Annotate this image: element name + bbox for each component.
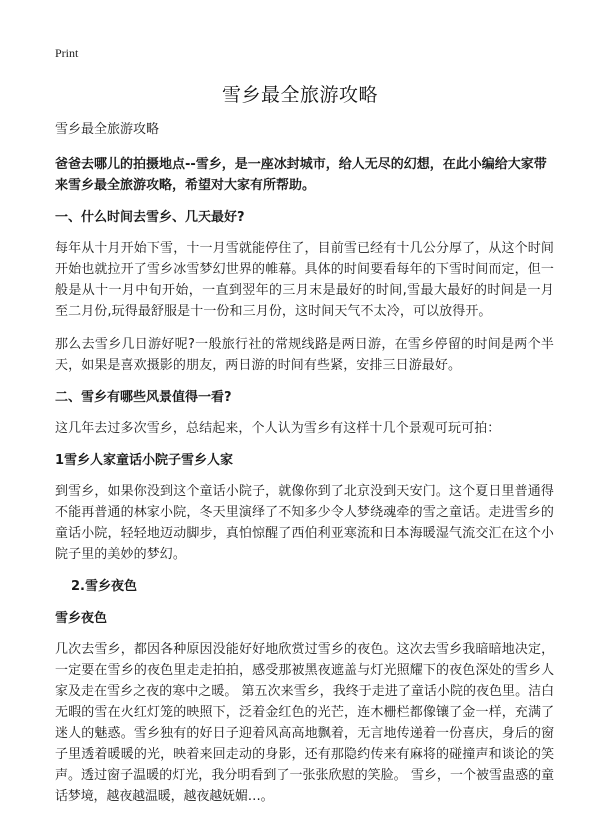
section-heading-scenery: 二、雪乡有哪些风景值得一看? — [55, 390, 232, 405]
spot-heading-night: 2.雪乡夜色 — [71, 579, 137, 594]
article-subtitle: 雪乡最全旅游攻略 — [55, 122, 160, 137]
spot-heading-fairy-yard: 1雪乡人家童话小院子雪乡人家 — [55, 453, 234, 468]
spot-night-paragraph: 几次去雪乡，都因各种原因没能好好地欣赏过雪乡的夜色。这次去雪乡我暗暗地决定，一定要在雪乡的夜色里走走拍拍，感受那被黑夜遮盖与灯光照耀下的夜色深处的雪乡人家及走在雪乡之夜的寒中之暖。 第五次来雪乡，我终于走进了童话小院的夜色里。洁白无暇的雪在火红灯笼的映照下，泛着金红色的光芒，连木栅栏都像镶了金一样，充满了迷人的魅惑。雪乡独有的好日子迎着风高高地飘着，无言地传递着一份喜庆，身后的窗子里透着暖暖的光，映着来回走动的身影，还有那隐约传来有麻将的碰撞声和谈论的笑声。透过窗子温暖的灯光，我分明看到了一张张欣慰的笑脸。 雪乡，一个被雪蛊惑的童话梦境，越夜越温暖，越夜越妩媚…。 — [55, 642, 554, 804]
section-scenery-paragraph: 这几年去过多次雪乡，总结起来，个人认为雪乡有这样十几个景观可玩可拍： — [55, 421, 501, 436]
section-when-paragraph-1: 每年从十月开始下雪，十一月雪就能停住了，目前雪已经有十几公分厚了，从这个时间开始也就拉开了雪乡冰雪梦幻世界的帷幕。具体的时间要看每年的下雪时间而定，但一般是从十一月中旬开始，一直到翌年的三月末是最好的时间,雪最大最好的时间是一月至二月份,玩得最舒服是十一份和三月份，这时间天气不太冷，可以放得开。 — [55, 241, 554, 319]
article-intro: 爸爸去哪儿的拍摄地点--雪乡，是一座冰封城市，给人无尽的幻想，在此小编给大家带来雪乡最全旅游攻略，希望对大家有所帮助。 — [55, 157, 547, 193]
print-label: Print — [55, 46, 79, 60]
article-body — [55, 120, 554, 819]
section-when-paragraph-2: 那么去雪乡几日游好呢?一般旅行社的常规线路是两日游，在雪乡停留的时间是两个半天，如果是喜欢摄影的朋友，两日游的时间有些紧，安排三日游最好。 — [55, 337, 554, 373]
spot-fairy-yard-paragraph: 到雪乡，如果你没到这个童话小院子，就像你到了北京没到天安门。这个夏日里普通得不能再普通的林家小院，冬天里演绎了不知多少令人梦绕魂牵的雪之童话。走进雪乡的童话小院，轻轻地迈动脚步，真怕惊醒了西伯利亚寒流和日本海暖湿气流交汇在这个小院子里的美妙的梦幻。 — [55, 484, 554, 562]
spot-subheading-night: 雪乡夜色 — [55, 611, 108, 626]
page-title: 雪乡最全旅游攻略 — [221, 84, 378, 106]
section-heading-when: 一、什么时间去雪乡、几天最好? — [55, 210, 245, 225]
